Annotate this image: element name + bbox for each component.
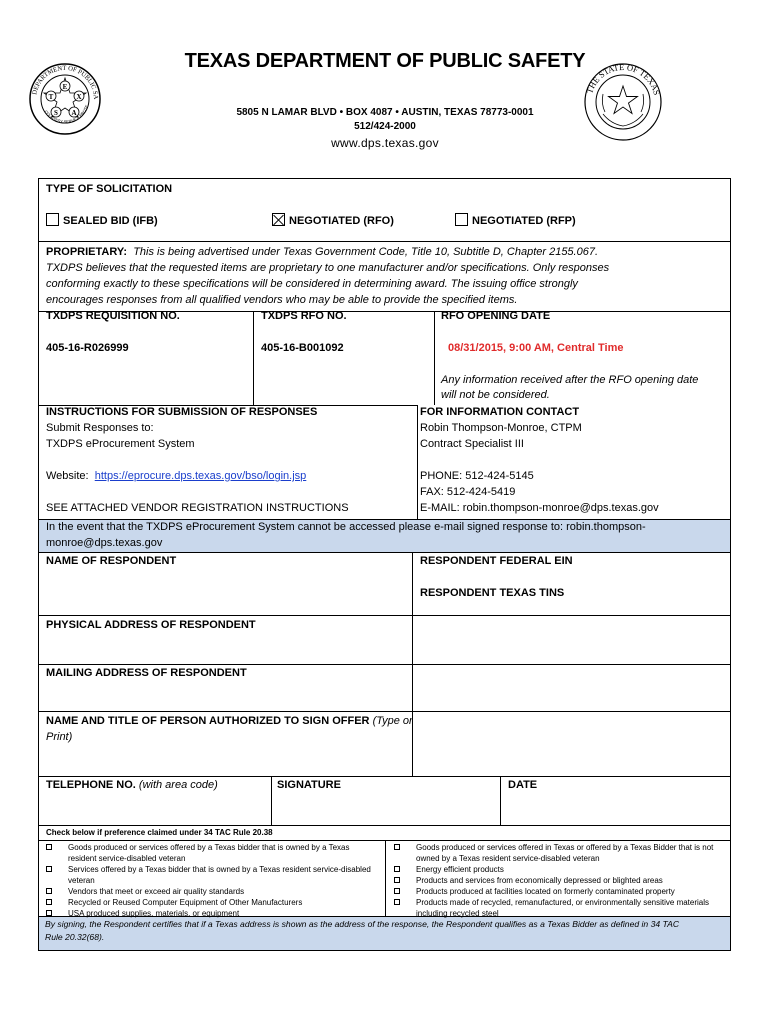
page-title: TEXAS DEPARTMENT OF PUBLIC SAFETY	[184, 50, 586, 72]
preference-item-text: veteran	[68, 876, 95, 885]
negotiated-rfo-checkbox[interactable]	[272, 213, 285, 226]
preference-item-text: resident service-disabled veteran	[68, 854, 186, 863]
preference-title: Check below if preference claimed under 34 TAC Rule 20.38	[46, 828, 273, 837]
notice-line-2: monroe@dps.texas.gov	[46, 537, 163, 549]
certification-line-1: By signing, the Respondent certifies that if a Texas address is shown as the address of the response, the Respondent qualifies as a Texas Bidder as defined in 34 TAC	[45, 919, 680, 929]
certification-line-2: Rule 20.32(68).	[45, 932, 105, 942]
preference-checkbox[interactable]	[394, 899, 400, 905]
opening-date-label: RFO OPENING DATE	[441, 310, 551, 322]
preference-item-text: owned by a Texas resident service-disabled veteran	[416, 854, 600, 863]
proprietary-label: PROPRIETARY:	[46, 246, 128, 258]
proprietary-line-4: encourages responses from all qualified vendors who may be able to provide the specified items.	[46, 294, 518, 306]
rule	[39, 552, 730, 553]
preference-checkbox[interactable]	[46, 866, 52, 872]
notice-line-1: In the event that the TXDPS eProcurement System cannot be accessed please e-mail signed response to: robin.thompson-	[46, 521, 646, 533]
instructions-website	[46, 469, 306, 485]
preference-item-text: Recycled or Reused Computer Equipment of Other Manufacturers	[68, 898, 303, 907]
proprietary-line-2: TXDPS believes that the requested items are proprietary to one manufacturer and/or specifications. Only responses	[46, 262, 610, 274]
sealed-bid-checkbox[interactable]	[46, 213, 59, 226]
rule	[500, 776, 501, 825]
physical-address-label: PHYSICAL ADDRESS OF RESPONDENT	[46, 619, 256, 631]
proprietary-line-1	[46, 245, 598, 261]
vendor-registration-note: SEE ATTACHED VENDOR REGISTRATION INSTRUCTIONS	[46, 502, 349, 514]
signer-label-line-1	[46, 714, 413, 730]
negotiated-rfp-checkbox[interactable]	[455, 213, 468, 226]
preference-item-text: Energy efficient products	[416, 865, 504, 874]
contact-fax: FAX: 512-424-5419	[420, 486, 516, 498]
preference-item-text: Goods produced or services offered by a Texas bidder that is owned by a Texas	[68, 843, 350, 852]
rule	[39, 615, 730, 616]
preference-item-text: including recycled steel	[416, 909, 499, 918]
rule	[39, 711, 730, 712]
preference-checkbox[interactable]	[46, 910, 52, 916]
requisition-label: TXDPS REQUISITION NO.	[46, 310, 180, 322]
proprietary-line-3: conforming exactly to these specifications will be considered in determining award. The issuing office strongly	[46, 278, 578, 290]
contact-name: Robin Thompson-Monroe, CTPM	[420, 422, 582, 434]
rule	[434, 311, 435, 405]
negotiated-rfp-option[interactable]	[455, 213, 576, 230]
preference-item-text: Services offered by a Texas bidder that is owned by a Texas resident service-disabled	[68, 865, 371, 874]
svg-text:S: S	[54, 109, 58, 117]
federal-ein-label: RESPONDENT FEDERAL EIN	[420, 555, 573, 567]
contact-email[interactable]: E-MAIL: robin.thompson-monroe@dps.texas.gov	[420, 502, 659, 514]
instructions-label: INSTRUCTIONS FOR SUBMISSION OF RESPONSES	[46, 406, 318, 418]
rule	[385, 840, 386, 916]
rule	[39, 241, 730, 242]
telephone-label-line	[46, 778, 218, 794]
requisition-value: 405-16-R026999	[46, 342, 129, 354]
preference-item-text: Vendors that meet or exceed air quality standards	[68, 887, 245, 896]
agency-website: www.dps.texas.gov	[331, 136, 439, 150]
negotiated-rfp-label: NEGOTIATED (RFP)	[472, 215, 576, 227]
sealed-bid-label: SEALED BID (IFB)	[63, 215, 158, 227]
svg-text:DEPARTMENT OF PUBLIC SAFETY: DEPARTMENT OF PUBLIC SA	[31, 64, 100, 100]
negotiated-rfo-label: NEGOTIATED (RFO)	[289, 215, 394, 227]
contact-title: Contract Specialist III	[420, 438, 524, 450]
rule	[39, 825, 730, 826]
preference-checkbox[interactable]	[394, 844, 400, 850]
contact-phone: PHONE: 512-424-5145	[420, 470, 534, 482]
svg-text:T: T	[48, 93, 54, 101]
rfo-number-value: 405-16-B001092	[261, 342, 344, 354]
preference-item-text: Products made of recycled, remanufactured, or environmentally sensitive materials	[416, 898, 710, 907]
negotiated-rfo-option[interactable]	[272, 213, 394, 230]
opening-note-1: Any information received after the RFO opening date	[441, 374, 699, 386]
preference-checkbox[interactable]	[394, 888, 400, 894]
agency-address: 5805 N LAMAR BLVD • BOX 4087 • AUSTIN, TEXAS 78773-0001	[236, 107, 534, 118]
preference-checkbox[interactable]	[46, 888, 52, 894]
respondent-name-label: NAME OF RESPONDENT	[46, 555, 177, 567]
preference-checkbox[interactable]	[46, 899, 52, 905]
signature-label: SIGNATURE	[277, 779, 341, 791]
sealed-bid-option[interactable]	[46, 213, 158, 230]
signer-label-line-2: Print)	[46, 731, 73, 743]
rule	[39, 664, 730, 665]
rule	[412, 552, 413, 776]
preference-item-text: Products and services from economically depressed or blighted areas	[416, 876, 663, 885]
contact-label: FOR INFORMATION CONTACT	[420, 406, 580, 418]
mailing-address-label: MAILING ADDRESS OF RESPONDENT	[46, 667, 247, 679]
date-label: DATE	[508, 779, 538, 791]
proprietary-text: This is being advertised under Texas Government Code, Title 10, Subtitle D, Chapter 2155.067.	[133, 246, 599, 258]
rule	[417, 405, 418, 519]
preference-item-text: Goods produced or services offered in Texas or offered by a Texas Bidder that is not	[416, 843, 714, 852]
rule	[271, 776, 272, 825]
instructions-line-2: TXDPS eProcurement System	[46, 438, 195, 450]
preference-checkbox[interactable]	[394, 866, 400, 872]
solicitation-form	[38, 178, 731, 951]
rfo-number-label: TXDPS RFO NO.	[261, 310, 347, 322]
website-label: Website:	[46, 470, 89, 482]
eprocurement-link[interactable]: https://eprocure.dps.texas.gov/bso/login.jsp	[94, 470, 307, 482]
preference-checkbox[interactable]	[394, 877, 400, 883]
solicitation-type-label: TYPE OF SOLICITATION	[46, 183, 173, 195]
instructions-line-1: Submit Responses to:	[46, 422, 154, 434]
svg-text:E: E	[62, 83, 68, 91]
preference-item-text: Products produced at facilities located on formerly contaminated property	[416, 887, 675, 896]
svg-text:COURTESY SERVICE PROTECTION: COURTESY SERVICE PROTE	[43, 104, 90, 125]
agency-phone: 512/424-2000	[354, 121, 416, 132]
texas-tins-label: RESPONDENT TEXAS TINS	[420, 587, 565, 599]
telephone-label: TELEPHONE NO.	[46, 779, 136, 791]
rule	[253, 311, 254, 405]
preference-item-text: USA produced supplies, materials, or equipment	[68, 909, 240, 918]
rule	[39, 776, 730, 777]
opening-date-value: 08/31/2015, 9:00 AM, Central Time	[448, 342, 624, 354]
svg-text:THE STATE OF TEXAS: THE STATE OF TEXAS	[584, 62, 663, 97]
preference-checkbox[interactable]	[46, 844, 52, 850]
svg-text:A: A	[71, 109, 77, 117]
telephone-hint: (with area code)	[138, 779, 218, 791]
opening-note-2: will not be considered.	[441, 389, 550, 401]
signer-hint: (Type or	[372, 715, 413, 727]
svg-text:X: X	[76, 93, 82, 101]
signer-label: NAME AND TITLE OF PERSON AUTHORIZED TO SIGN OFFER	[46, 715, 370, 727]
